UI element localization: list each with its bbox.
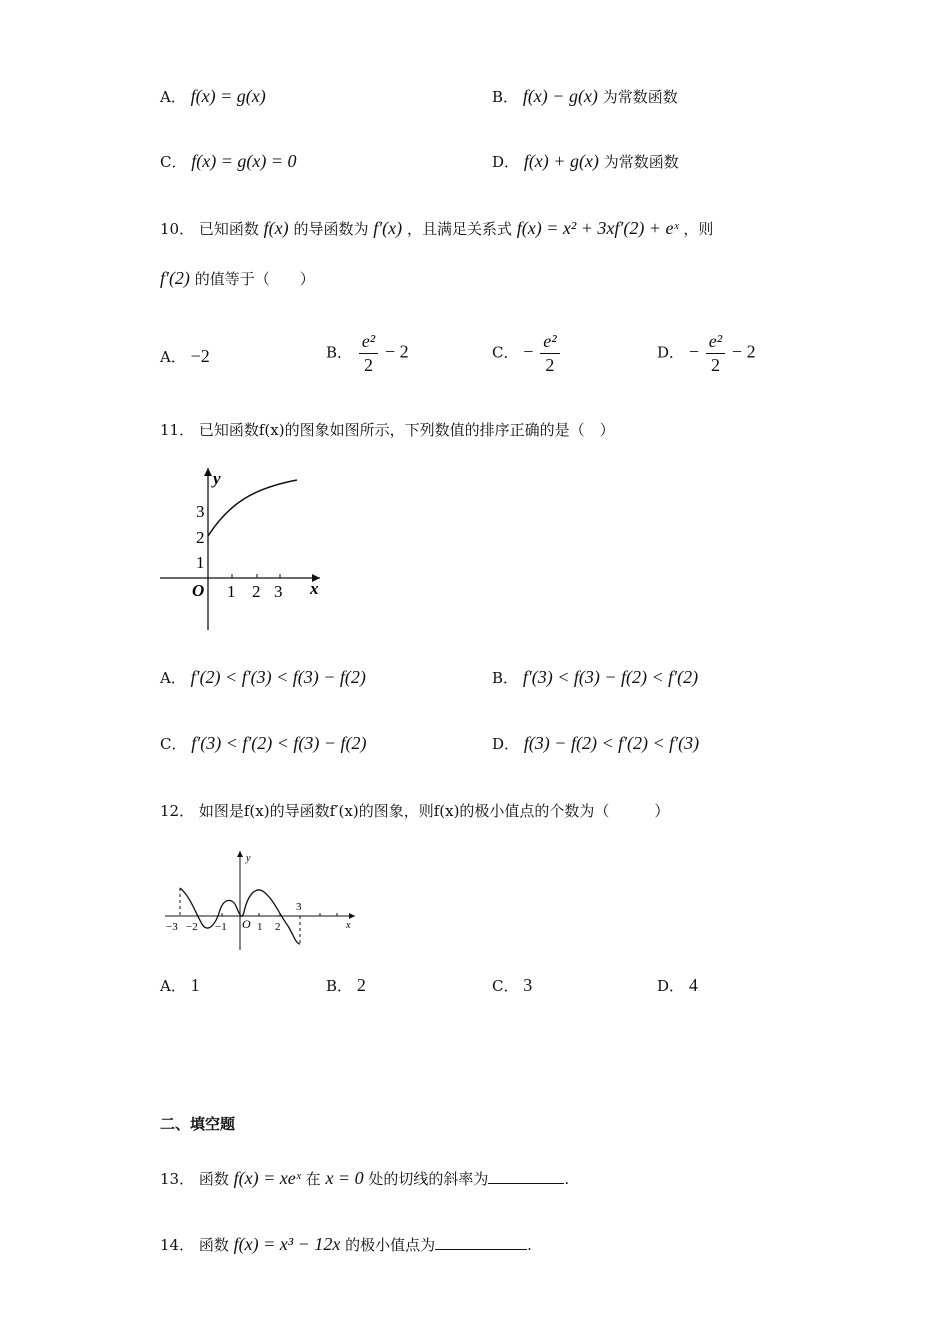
q9-option-d bbox=[492, 151, 679, 172]
q11-function-graph bbox=[155, 462, 335, 637]
fraction bbox=[540, 332, 559, 375]
q13-stem bbox=[160, 1168, 569, 1189]
option-expression: f′(3) < f′(2) < f(3) − f(2) bbox=[191, 733, 367, 753]
q12-stem bbox=[160, 800, 669, 821]
option-value: 4 bbox=[688, 975, 698, 995]
option-letter: D． bbox=[492, 735, 520, 753]
x-tick-label: 2 bbox=[252, 582, 261, 601]
y-tick-label: 3 bbox=[196, 502, 205, 521]
x-tick-label: 2 bbox=[275, 921, 281, 933]
q10-option-a bbox=[160, 346, 210, 367]
origin-label: O bbox=[192, 581, 205, 600]
option-expression: f(x) + g(x) bbox=[523, 151, 599, 171]
option-value: 3 bbox=[523, 975, 533, 995]
stem-math: f(x) bbox=[263, 218, 289, 238]
stem-text: 的导函数为 bbox=[293, 220, 369, 238]
stem-text: ，则 bbox=[683, 220, 714, 238]
fraction-numerator: e² bbox=[540, 332, 559, 354]
x-axis-label: x bbox=[346, 920, 351, 931]
stem-condition: x = 0 bbox=[325, 1168, 364, 1188]
q14-stem bbox=[160, 1234, 532, 1255]
option-sign: − bbox=[688, 341, 699, 362]
stem-text: 的极小值点为 bbox=[345, 1236, 436, 1254]
option-value: 2 bbox=[356, 975, 366, 995]
y-axis-arrow bbox=[204, 468, 212, 476]
x-tick-label: −1 bbox=[215, 921, 227, 933]
x-tick-label: 1 bbox=[257, 921, 263, 933]
option-letter: C． bbox=[160, 153, 187, 171]
q12-option-a bbox=[160, 975, 200, 996]
boundary-label: 3 bbox=[296, 901, 302, 913]
option-letter: D． bbox=[657, 343, 685, 362]
option-value: 1 bbox=[190, 975, 200, 995]
question-number: 11． bbox=[160, 421, 195, 439]
stem-text: 函数 bbox=[198, 1170, 229, 1188]
option-letter: A． bbox=[160, 88, 186, 106]
stem-text: 在 bbox=[305, 1170, 321, 1188]
option-letter: B． bbox=[326, 977, 353, 995]
q11-option-c bbox=[160, 733, 367, 754]
stem-text: ，且满足关系式 bbox=[406, 220, 512, 238]
option-letter: A． bbox=[160, 348, 186, 366]
y-axis-label: y bbox=[213, 469, 221, 488]
x-tick-label: 3 bbox=[274, 582, 283, 601]
x-axis-label: x bbox=[310, 579, 319, 598]
q11-option-a bbox=[160, 667, 366, 688]
q9-option-c bbox=[160, 151, 297, 172]
stem-text: . bbox=[527, 1236, 532, 1254]
question-number: 12． bbox=[160, 802, 195, 820]
fraction-denominator: 2 bbox=[545, 354, 555, 375]
option-letter: B． bbox=[492, 669, 519, 687]
y-tick-label: 1 bbox=[196, 553, 205, 572]
y-tick-label: 2 bbox=[196, 528, 205, 547]
option-letter: A． bbox=[160, 977, 186, 995]
stem-text: 的值等于（ ） bbox=[194, 270, 315, 288]
option-letter: C． bbox=[492, 343, 519, 362]
q10-stem-line2 bbox=[160, 268, 315, 289]
stem-text: 函数 bbox=[198, 1236, 229, 1254]
q12-option-b bbox=[326, 975, 366, 996]
fraction bbox=[359, 332, 378, 375]
option-suffix: 为常数函数 bbox=[602, 88, 678, 106]
function-curve bbox=[208, 480, 297, 536]
q9-option-a bbox=[160, 86, 266, 107]
q10-option-b bbox=[326, 332, 409, 375]
option-tail: − 2 bbox=[384, 341, 409, 362]
y-axis-label: y bbox=[246, 853, 251, 864]
option-expression: f(x) − g(x) bbox=[522, 86, 598, 106]
stem-equation: f(x) = x² + 3xf′(2) + eˣ bbox=[516, 218, 679, 238]
q12-option-d bbox=[657, 975, 698, 996]
section-title: 二、填空题 bbox=[160, 1115, 236, 1133]
q12-option-c bbox=[492, 975, 532, 996]
option-expression: f′(2) < f′(3) < f(3) − f(2) bbox=[190, 667, 366, 687]
option-letter: B． bbox=[492, 88, 519, 106]
stem-math: f′(2) bbox=[160, 268, 190, 288]
option-expression: f′(3) < f(3) − f(2) < f′(2) bbox=[522, 667, 699, 687]
origin-label: O bbox=[242, 917, 251, 931]
q10-stem-line1 bbox=[160, 218, 713, 239]
stem-text: 已知函数 bbox=[198, 220, 259, 238]
option-expression: f(3) − f(2) < f′(2) < f′(3) bbox=[523, 733, 700, 753]
q11-option-b bbox=[492, 667, 698, 688]
stem-text: 处的切线的斜率为 bbox=[368, 1170, 489, 1188]
fraction-denominator: 2 bbox=[364, 354, 373, 375]
y-axis-arrow bbox=[237, 851, 243, 857]
stem-expression: f(x) = x³ − 12x bbox=[233, 1234, 341, 1254]
fraction-numerator: e² bbox=[359, 332, 378, 354]
option-letter: D． bbox=[492, 153, 520, 171]
fraction-denominator: 2 bbox=[710, 354, 720, 375]
x-axis-arrow bbox=[349, 913, 355, 919]
option-value: −2 bbox=[190, 346, 210, 366]
q9-option-b bbox=[492, 86, 678, 107]
x-tick-label: −3 bbox=[166, 921, 178, 933]
answer-blank[interactable] bbox=[435, 1235, 527, 1250]
stem-math: f′(x) bbox=[373, 218, 403, 238]
question-number: 10． bbox=[160, 220, 195, 238]
stem-expression: f(x) = xeˣ bbox=[233, 1168, 301, 1188]
fraction-numerator: e² bbox=[706, 332, 725, 354]
q12-derivative-graph bbox=[160, 846, 365, 956]
q11-option-d bbox=[492, 733, 699, 754]
option-suffix: 为常数函数 bbox=[603, 153, 679, 171]
option-sign: − bbox=[523, 341, 534, 362]
q11-stem bbox=[160, 419, 615, 440]
option-tail: − 2 bbox=[731, 341, 756, 362]
option-letter: B． bbox=[326, 343, 353, 362]
x-tick-label: 1 bbox=[227, 582, 236, 601]
question-number: 14． bbox=[160, 1236, 195, 1254]
x-tick-label: −2 bbox=[186, 921, 198, 933]
option-letter: C． bbox=[160, 735, 187, 753]
option-letter: C． bbox=[492, 977, 519, 995]
option-letter: D． bbox=[657, 977, 685, 995]
option-expression: f(x) = g(x) bbox=[190, 86, 266, 106]
q10-option-c bbox=[492, 332, 562, 375]
option-expression: f(x) = g(x) = 0 bbox=[191, 151, 297, 171]
option-letter: A． bbox=[160, 669, 186, 687]
answer-blank[interactable] bbox=[488, 1169, 564, 1184]
stem-text: 已知函数f(x)的图象如图所示，下列数值的排序正确的是（ ） bbox=[198, 421, 615, 439]
stem-text: . bbox=[564, 1170, 570, 1188]
stem-text: 如图是f(x)的导函数f′(x)的图象，则f(x)的极小值点的个数为（ ） bbox=[198, 802, 670, 820]
fraction bbox=[706, 332, 725, 375]
question-number: 13． bbox=[160, 1170, 195, 1188]
q10-option-d bbox=[657, 332, 756, 375]
